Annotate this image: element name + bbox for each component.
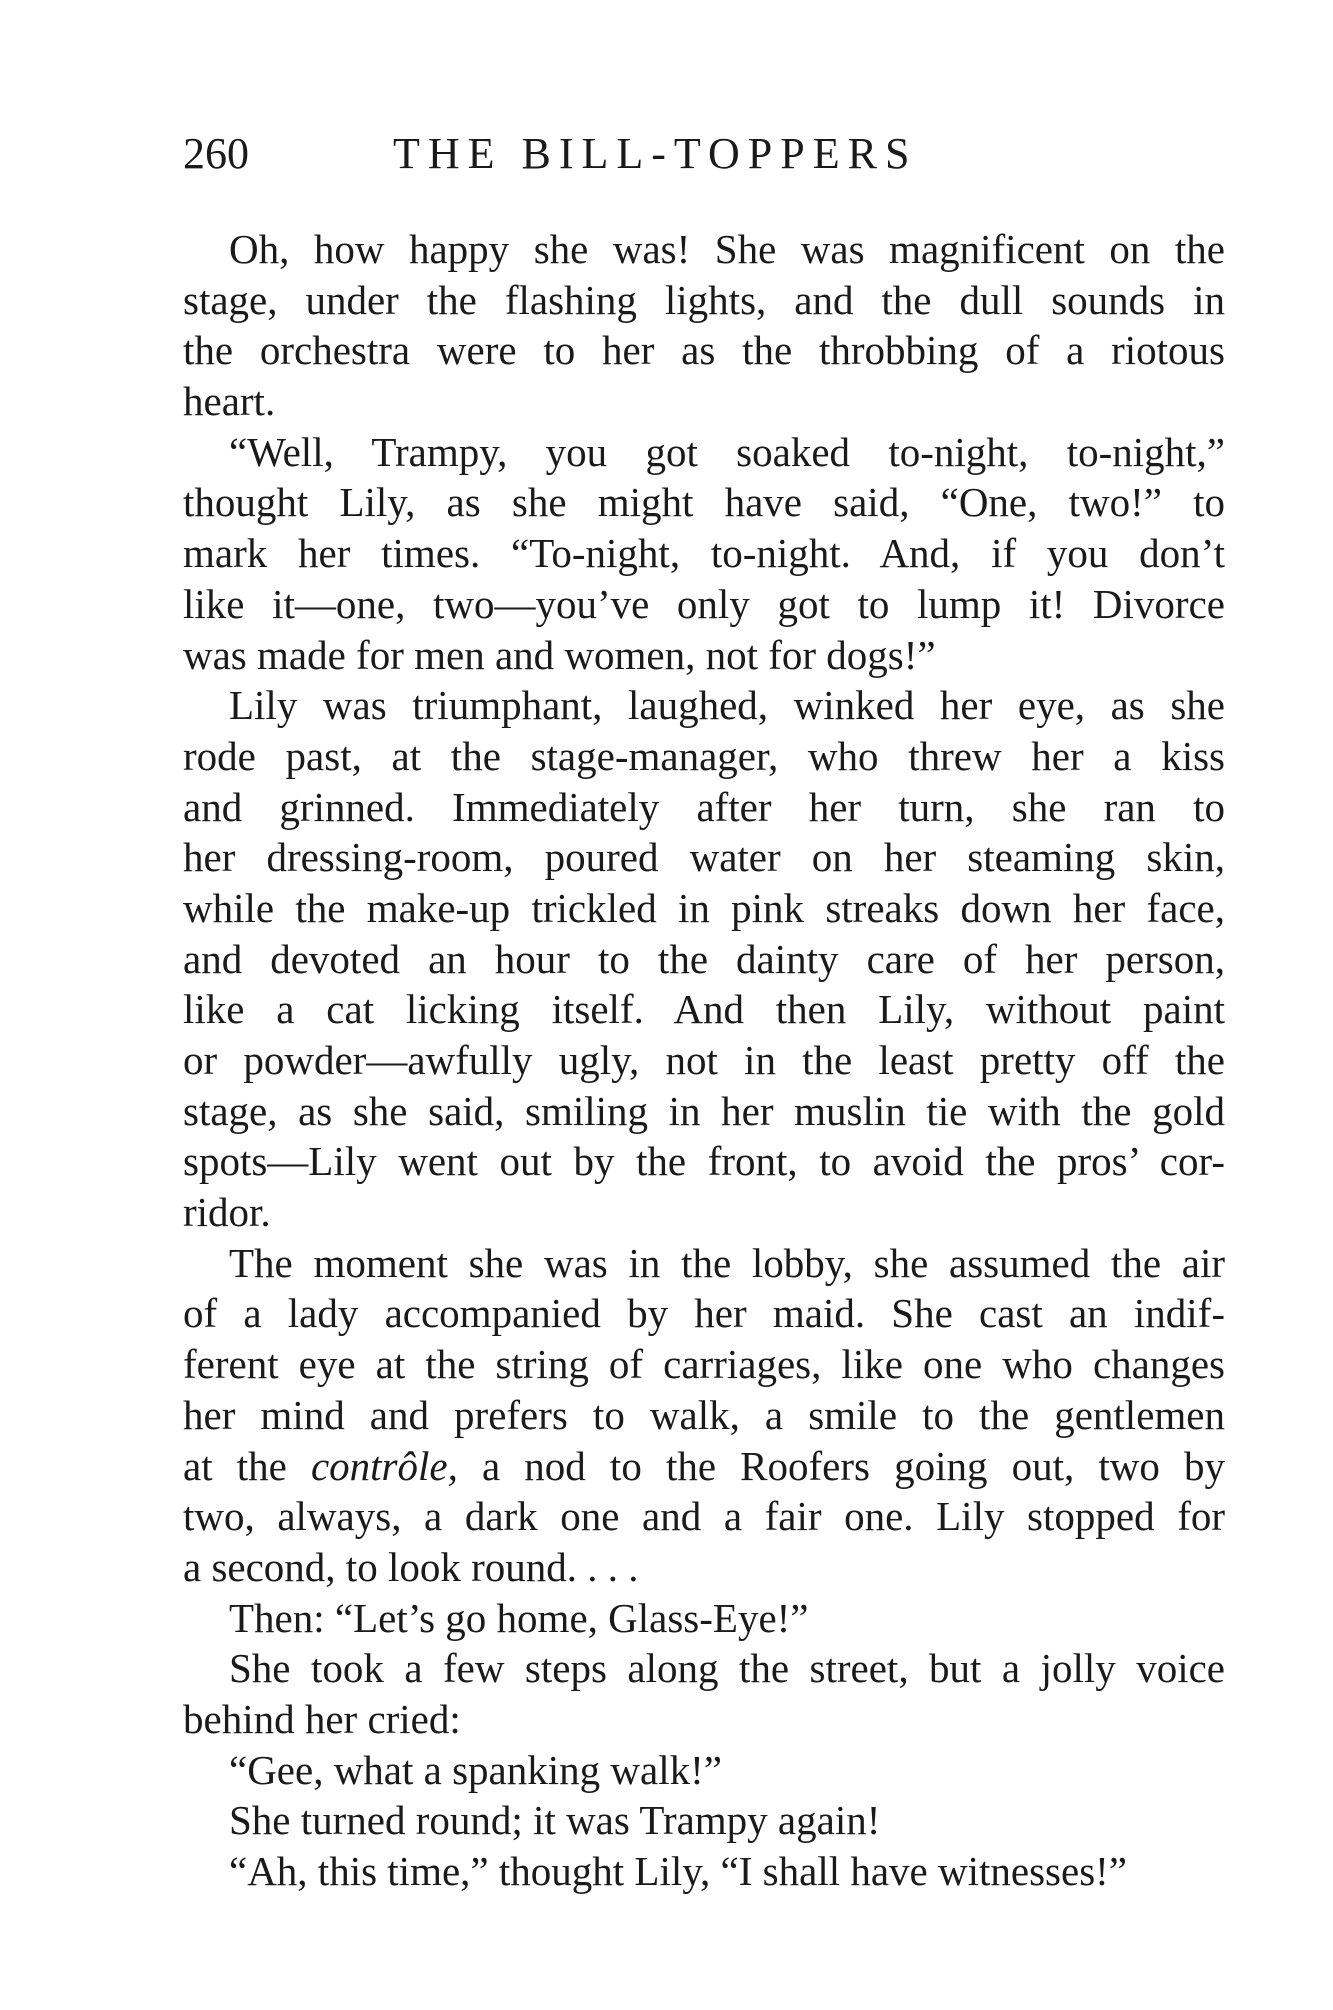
- running-title: THE BILL-TOPPERS: [393, 129, 918, 178]
- text-line: Oh, how happy she was! She was magnificent on the: [229, 226, 1225, 272]
- text-line: was made for men and women, not for dogs!”: [183, 631, 936, 678]
- text-line: She turned round; it was Trampy again!: [229, 1797, 881, 1844]
- italic-word: contrôle,: [310, 1442, 458, 1489]
- text-line: mark her times. “To-night, to-night. And, if you don’t: [183, 530, 1225, 577]
- text-line: her dressing-room, poured water on her steaming skin,: [183, 834, 1225, 881]
- text-line: ferent eye at the string of carriages, like one who changes: [183, 1341, 1225, 1388]
- text-line: spots—Lily went out by the front, to avoid the pros’ cor-: [183, 1138, 1225, 1185]
- text-line: of a lady accompanied by her maid. She cast an indif-: [183, 1290, 1225, 1337]
- page-number: 260: [183, 129, 249, 178]
- text-line: The moment she was in the lobby, she assumed the air: [229, 1239, 1225, 1286]
- text-line: two, always, a dark one and a fair one. Lily stopped for: [183, 1493, 1225, 1540]
- text-line: Lily was triumphant, laughed, winked her eye, as she: [229, 682, 1225, 729]
- text-line: thought Lily, as she might have said, “One, two!” to: [183, 479, 1225, 526]
- text-line: “Ah, this time,” thought Lily, “I shall have witnesses!”: [229, 1848, 1127, 1894]
- text-line: [183, 1441, 1225, 1492]
- text-line: a second, to look round. . . .: [183, 1543, 639, 1590]
- text-fragment: a nod to the Roofers going out, two by: [481, 1442, 1226, 1489]
- text-line: while the make-up trickled in pink streaks down her face,: [183, 884, 1225, 931]
- text-line: She took a few steps along the street, but a jolly voice: [229, 1645, 1225, 1692]
- text-line: Then: “Let’s go home, Glass-Eye!”: [229, 1594, 809, 1641]
- text-line: heart.: [183, 378, 276, 425]
- text-line: behind her cried:: [183, 1695, 461, 1742]
- text-line: or powder—awfully ugly, not in the least pretty off the: [183, 1037, 1225, 1083]
- running-head: [183, 124, 1223, 184]
- text-line: and devoted an hour to the dainty care of her person,: [183, 935, 1225, 982]
- text-line: like a cat licking itself. And then Lily, without paint: [183, 986, 1225, 1033]
- text-line: the orchestra were to her as the throbbing of a riotous: [183, 327, 1225, 374]
- body-text: [183, 224, 1225, 1897]
- text-line: “Gee, what a spanking walk!”: [229, 1746, 722, 1793]
- text-line: stage, under the flashing lights, and the dull sounds in: [183, 276, 1225, 323]
- text-line: and grinned. Immediately after her turn, she ran to: [183, 783, 1225, 830]
- text-fragment: at the: [183, 1442, 287, 1489]
- text-line: like it—one, two—you’ve only got to lump it! Divorce: [183, 580, 1225, 627]
- text-line: ridor.: [183, 1189, 271, 1236]
- text-line: “Well, Trampy, you got soaked to-night, to-night,”: [229, 428, 1225, 475]
- text-line: her mind and prefers to walk, a smile to the gentlemen: [183, 1391, 1225, 1438]
- text-line: rode past, at the stage-manager, who threw her a kiss: [183, 732, 1225, 779]
- text-line: stage, as she said, smiling in her muslin tie with the gold: [183, 1087, 1225, 1134]
